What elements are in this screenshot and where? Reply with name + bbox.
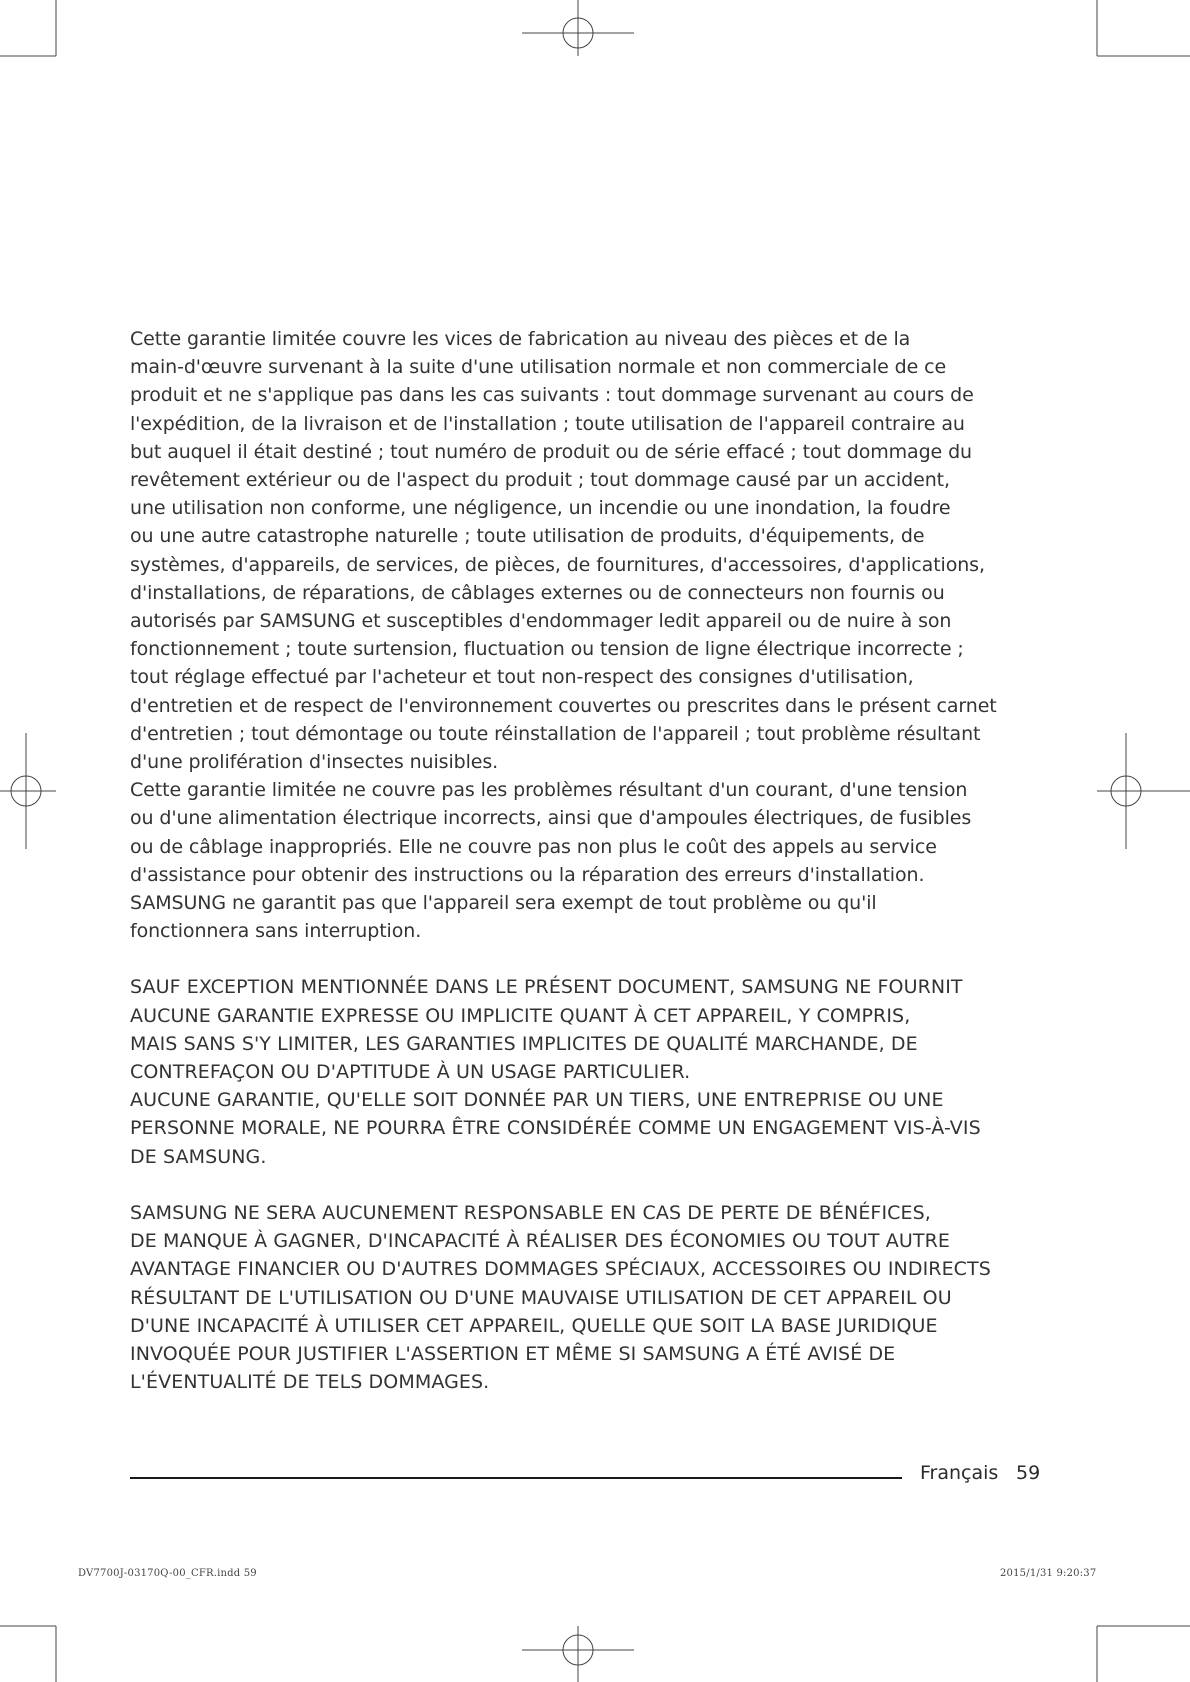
text-line: INVOQUÉE POUR JUSTIFIER L'ASSERTION ET MÊME SI SAMSUNG A ÉTÉ AVISÉ DE [130,1342,896,1365]
text-line: l'expédition, de la livraison et de l'installation ; toute utilisation de l'appareil contraire au [130,412,965,435]
text-line: fonctionnement ; toute surtension, fluctuation ou tension de ligne électrique incorrecte ; [130,638,964,661]
page-number: 59 [1016,1462,1041,1484]
registration-mark-bottom [522,1626,634,1682]
limited-warranty-coverage-paragraph [130,325,1030,776]
text-line: MAIS SANS S'Y LIMITER, LES GARANTIES IMPLICITES DE QUALITÉ MARCHANDE, DE [130,1032,918,1055]
warranty-text [130,325,1030,1396]
text-line: SAMSUNG NE SERA AUCUNEMENT RESPONSABLE EN CAS DE PERTE DE BÉNÉFICES, [130,1201,931,1224]
text-line: main-d'œuvre survenant à la suite d'une utilisation normale et non commerciale de ce [130,356,947,379]
text-line: d'assistance pour obtenir des instructions ou la réparation des erreurs d'installation. [130,863,925,886]
text-line: d'entretien ; tout démontage ou toute réinstallation de l'appareil ; tout problème résultant [130,722,981,745]
text-line: DE SAMSUNG. [130,1145,267,1168]
text-line: tout réglage effectué par l'acheteur et tout non-respect des consignes d'utilisation, [130,666,914,689]
registration-mark-left [0,733,56,849]
text-line: d'installations, de réparations, de câblages externes ou de connecteurs non fournis ou [130,581,945,604]
text-line: Cette garantie limitée couvre les vices de fabrication au niveau des pièces et de la [130,328,911,350]
registration-mark-right [1097,733,1190,849]
text-line: une utilisation non conforme, une négligence, un incendie ou une inondation, la foudre [130,497,951,520]
text-line: Cette garantie limitée ne couvre pas les problèmes résultant d'un courant, d'une tension [130,779,968,802]
footer-language: Français [920,1462,999,1484]
text-line: ou une autre catastrophe naturelle ; toute utilisation de produits, d'équipements, de [130,525,925,548]
text-line: systèmes, d'appareils, de services, de pièces, de fournitures, d'accessoires, d'applications, [130,553,985,576]
text-line: CONTREFAÇON OU D'APTITUDE À UN USAGE PARTICULIER. [130,1061,691,1084]
disclaimer-paragraph [130,973,1030,1086]
text-line: SAMSUNG ne garantit pas que l'appareil sera exempt de tout problème ou qu'il [130,892,877,915]
text-line: autorisés par SAMSUNG et susceptibles d'endommager ledit appareil ou de nuire à son [130,610,952,633]
text-line: d'une prolifération d'insectes nuisibles. [130,751,499,774]
text-line: revêtement extérieur ou de l'aspect du produit ; tout dommage causé par un accident, [130,469,950,492]
print-slug-timestamp: 2015/1/31 9:20:37 [1000,1568,1097,1579]
text-line: AUCUNE GARANTIE, QU'ELLE SOIT DONNÉE PAR UN TIERS, UNE ENTREPRISE OU UNE [130,1089,944,1112]
text-line: but auquel il était destiné ; tout numéro de produit ou de série effacé ; tout dommage du [130,440,972,463]
text-line: d'entretien et de respect de l'environnement couvertes ou prescrites dans le présent carnet [130,694,997,717]
text-line: ou d'une alimentation électrique incorrects, ainsi que d'ampoules électriques, de fusibles [130,807,972,830]
limited-warranty-exclusions-paragraph [130,776,1030,945]
text-line: fonctionnera sans interruption. [130,920,422,943]
third-party-warranty-paragraph [130,1086,1030,1171]
liability-limitation-paragraph [130,1199,1030,1396]
registration-mark-top [522,0,634,56]
text-line: RÉSULTANT DE L'UTILISATION OU D'UNE MAUVAISE UTILISATION DE CET APPAREIL OU [130,1286,952,1309]
text-line: SAUF EXCEPTION MENTIONNÉE DANS LE PRÉSENT DOCUMENT, SAMSUNG NE FOURNIT [130,976,963,999]
text-line: ou de câblage inappropriés. Elle ne couvre pas non plus le coût des appels au service [130,835,937,858]
text-line: L'ÉVENTUALITÉ DE TELS DOMMAGES. [130,1371,490,1394]
print-slug-filename: DV7700J-03170Q-00_CFR.indd 59 [78,1568,257,1579]
text-line: AUCUNE GARANTIE EXPRESSE OU IMPLICITE QUANT À CET APPAREIL, Y COMPRIS, [130,1004,911,1027]
text-line: produit et ne s'applique pas dans les cas suivants : tout dommage survenant au cours de [130,384,974,407]
footer-divider [130,1477,902,1479]
text-line: DE MANQUE À GAGNER, D'INCAPACITÉ À RÉALISER DES ÉCONOMIES OU TOUT AUTRE [130,1230,950,1253]
text-line: D'UNE INCAPACITÉ À UTILISER CET APPAREIL, QUELLE QUE SOIT LA BASE JURIDIQUE [130,1314,938,1337]
text-line: AVANTAGE FINANCIER OU D'AUTRES DOMMAGES SPÉCIAUX, ACCESSOIRES OU INDIRECTS [130,1258,991,1281]
text-line: PERSONNE MORALE, NE POURRA ÊTRE CONSIDÉRÉE COMME UN ENGAGEMENT VIS-À-VIS [130,1117,981,1140]
